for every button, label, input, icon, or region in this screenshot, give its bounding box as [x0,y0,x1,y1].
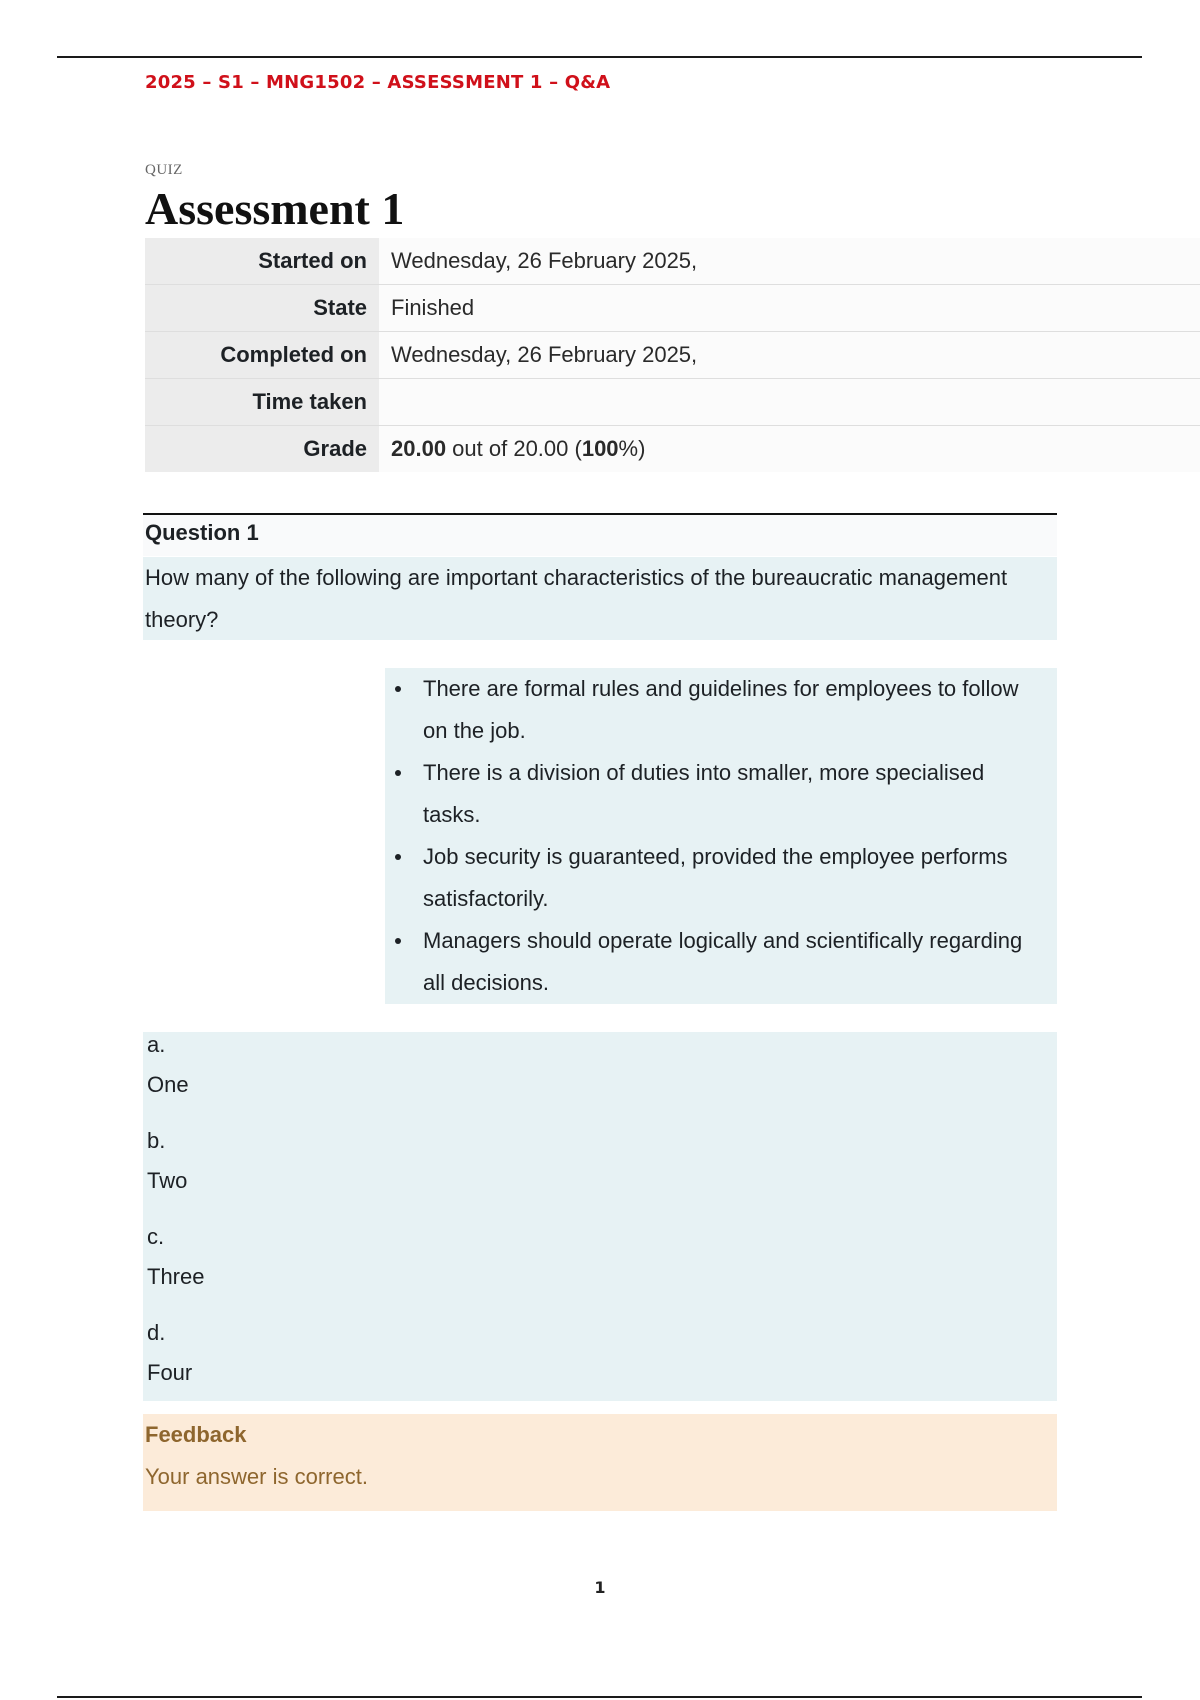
statement-item: Managers should operate logically and scientifically regarding all decisions. [423,920,1057,1004]
grade-end: %) [618,436,646,461]
option-letter: a. [147,1032,166,1057]
summary-label: Started on [145,238,379,285]
quiz-label: QUIZ [145,162,183,178]
option-text: Four [147,1360,193,1385]
answer-option-d[interactable] [145,1320,1055,1416]
feedback-text: Your answer is correct. [145,1464,368,1489]
option-text: Two [147,1168,188,1193]
option-text: One [147,1072,189,1097]
option-letter: c. [147,1224,165,1249]
statement-item: There is a division of duties into smaller, more specialised tasks. [423,752,1057,836]
summary-row-started [145,238,1200,285]
summary-label: Grade [145,426,379,473]
bottom-rule [57,1696,1142,1698]
question-heading: Question 1 [143,513,1057,556]
answer-option-b[interactable] [145,1128,1055,1224]
statement-item: There are formal rules and guidelines for employees to follow on the job. [423,668,1057,752]
grade-score: 20.00 [391,436,447,461]
question-text: How many of the following are important characteristics of the bureaucratic management theory? [143,557,1057,640]
feedback-title: Feedback [145,1422,247,1447]
option-text: Three [147,1264,205,1289]
answer-option-c[interactable] [145,1224,1055,1320]
grade-mid: out of 20.00 ( [446,436,582,461]
summary-label: Time taken [145,379,379,426]
feedback-box [143,1414,1057,1511]
summary-value: Wednesday, 26 February 2025, [379,332,1200,379]
summary-row-state [145,285,1200,332]
summary-value: Finished [379,285,1200,332]
summary-label: Completed on [145,332,379,379]
summary-row-time-taken [145,379,1200,426]
document-header: 2025 – S1 – MNG1502 – ASSESSMENT 1 – Q&A [145,72,611,93]
summary-label: State [145,285,379,332]
grade-percent: 100 [581,436,619,461]
page-title: Assessment 1 [145,183,405,234]
grade-value [379,426,1200,473]
summary-row-completed [145,332,1200,379]
attempt-summary-table [145,238,1200,472]
answer-options [143,1032,1057,1401]
top-rule [57,56,1142,58]
answer-option-a[interactable] [145,1032,1055,1128]
summary-row-grade [145,426,1200,473]
summary-value: Wednesday, 26 February 2025, [379,238,1200,285]
question-statements [385,668,1057,1004]
option-letter: b. [147,1128,166,1153]
option-letter: d. [147,1320,166,1345]
statement-item: Job security is guaranteed, provided the employee performs satisfactorily. [423,836,1057,920]
page-number: 1 [594,1578,606,1597]
summary-value [379,379,1200,426]
